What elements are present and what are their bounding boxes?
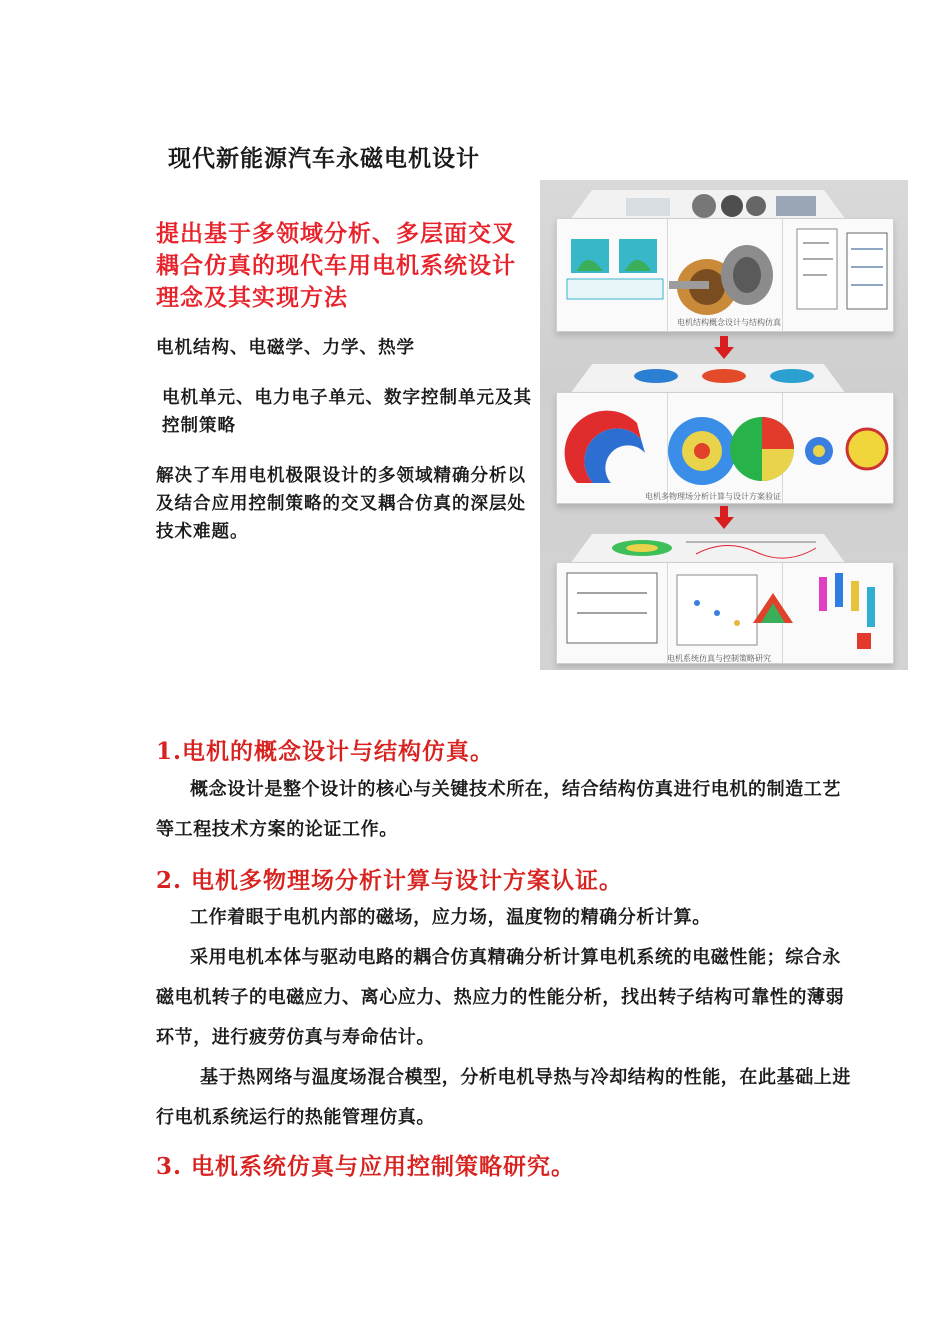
- down-arrow-2: [714, 506, 734, 532]
- section-1-heading: [156, 733, 494, 766]
- tier-top-fields: [556, 364, 892, 394]
- section-1-paragraph: 概念设计是整个设计的核心与关键技术所在，结合结构仿真进行电机的制造工艺等工程技术方案的论证工作。: [156, 779, 841, 840]
- solution-text: 解决了车用电机极限设计的多领域精确分析以及结合应用控制策略的交叉耦合仿真的深层处技术难题。: [156, 466, 526, 542]
- multiphysics-illustration: [557, 393, 893, 503]
- tier-multiphysics: [556, 392, 894, 504]
- tier-system-control: [556, 562, 894, 664]
- control-illustration: [557, 563, 893, 663]
- section-2-title: 电机多物理场分析计算与设计方案认证。: [191, 867, 624, 894]
- tier-caption-2: 电机多物理场分析计算与设计方案验证: [645, 492, 781, 501]
- domains-text: 电机结构、电磁学、力学、热学: [156, 338, 415, 358]
- section-3-number: 3.: [156, 1153, 183, 1180]
- section-3-title: 电机系统仿真与应用控制策略研究。: [191, 1153, 576, 1180]
- section-1-number: 1.: [156, 738, 183, 765]
- tier-structure: [556, 218, 894, 332]
- section-1-title: 电机的概念设计与结构仿真。: [182, 738, 495, 765]
- tier-top-illustration: [556, 190, 892, 230]
- section-2-paragraph-1: 工作着眼于电机内部的磁场，应力场，温度物的精确分析计算。: [190, 907, 711, 928]
- section-3-heading: [156, 1148, 575, 1181]
- page-title: 现代新能源汽车永磁电机设计: [168, 145, 480, 172]
- tier-caption-3: 电机系统仿真与控制策略研究: [667, 654, 771, 663]
- section-2-heading: [156, 862, 623, 895]
- tier-top-charts: [556, 534, 892, 564]
- section-2-number: 2.: [156, 867, 183, 894]
- section-2-paragraph-3: 基于热网络与温度场混合模型，分析电机导热与冷却结构的性能，在此基础上进行电机系统运行的热能管理仿真。: [156, 1067, 851, 1128]
- units-text: 电机单元、电力电子单元、数字控制单元及其控制策略: [162, 388, 532, 436]
- tier-caption-1: 电机结构概念设计与结构仿真: [677, 318, 781, 327]
- design-tiers-figure: [540, 180, 908, 670]
- down-arrow-1: [714, 336, 734, 362]
- section-2-paragraph-2: 采用电机本体与驱动电路的耦合仿真精确分析计算电机系统的电磁性能；综合永磁电机转子的电磁应力、离心应力、热应力的性能分析，找出转子结构可靠性的薄弱环节，进行疲劳仿真与寿命估计。: [156, 947, 845, 1048]
- headline: 提出基于多领域分析、多层面交叉耦合仿真的现代车用电机系统设计理念及其实现方法: [156, 220, 516, 311]
- structure-illustration: [557, 219, 893, 331]
